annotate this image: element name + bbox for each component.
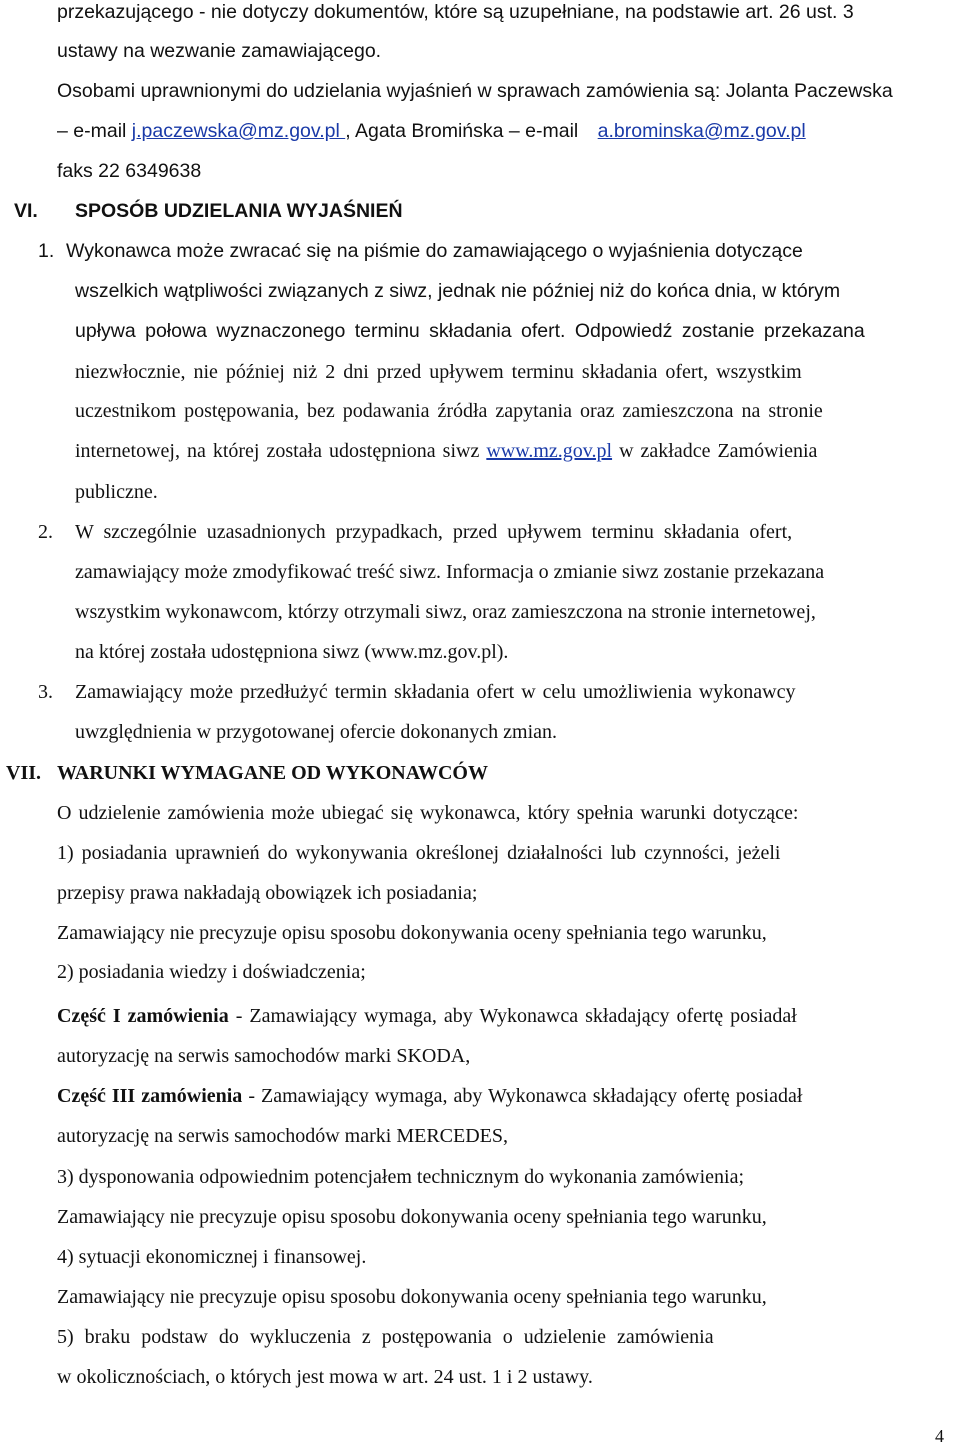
part-label: Część III zamówienia bbox=[57, 1085, 243, 1107]
text-line: 3) dysponowania odpowiednim potencjałem technicznym do wykonania zamówienia; bbox=[57, 1166, 745, 1188]
contact-middle: , Agata Bromińska – e-mail bbox=[345, 120, 579, 142]
text-line bbox=[57, 1084, 802, 1108]
text-line: autoryzację na serwis samochodów marki MERCEDES, bbox=[57, 1125, 509, 1147]
text-fragment: - Zamawiający wymaga, aby Wykonawca składający ofertę posiadał bbox=[248, 1085, 803, 1107]
text-line: autoryzację na serwis samochodów marki SKODA, bbox=[57, 1045, 471, 1067]
item-number: 3. bbox=[38, 681, 53, 703]
text-line: wszelkich wątpliwości związanych z siwz, jednak nie później niż do końca dnia, w którym bbox=[75, 280, 841, 302]
website-link[interactable]: www.mz.gov.pl bbox=[486, 440, 613, 462]
text-line: 1) posiadania uprawnień do wykonywania określonej działalności lub czynności, jeżeli bbox=[57, 842, 781, 864]
text-line: wszystkim wykonawcom, którzy otrzymali siwz, oraz zamieszczona na stronie internetowej, bbox=[75, 601, 816, 623]
email-link-paczewska[interactable]: j.paczewska@mz.gov.pl bbox=[131, 120, 346, 142]
text-line: uwzględnienia w przygotowanej ofercie dokonanych zmian. bbox=[75, 721, 558, 743]
text-line: Osobami uprawnionymi do udzielania wyjaśnień w sprawach zamówienia są: Jolanta Paczewska bbox=[57, 80, 893, 102]
text-fragment: internetowej, na której została udostępniona siwz bbox=[75, 440, 480, 462]
text-line: Wykonawca może zwracać się na piśmie do zamawiającego o wyjaśnienia dotyczące bbox=[66, 240, 803, 262]
text-line: na której została udostępniona siwz (www.mz.gov.pl). bbox=[75, 641, 509, 663]
text-line: ustawy na wezwanie zamawiającego. bbox=[57, 40, 382, 62]
text-line bbox=[75, 439, 817, 463]
text-line: O udzielenie zamówienia może ubiegać się wykonawca, który spełnia warunki dotyczące: bbox=[57, 802, 799, 824]
email-link-brominska[interactable]: a.brominska@mz.gov.pl bbox=[597, 120, 806, 142]
text-line: Zamawiający nie precyzuje opisu sposobu dokonywania oceny spełniania tego warunku, bbox=[57, 922, 767, 944]
text-line: Zamawiający może przedłużyć termin składania ofert w celu umożliwienia wykonawcy bbox=[75, 681, 796, 703]
text-line: Zamawiający nie precyzuje opisu sposobu dokonywania oceny spełniania tego warunku, bbox=[57, 1286, 767, 1308]
text-line bbox=[57, 1004, 797, 1028]
section-title: WARUNKI WYMAGANE OD WYKONAWCÓW bbox=[57, 762, 488, 784]
page-number: 4 bbox=[935, 1426, 944, 1446]
text-line: 2) posiadania wiedzy i doświadczenia; bbox=[57, 961, 366, 983]
text-line: niezwłocznie, nie później niż 2 dni przed upływem terminu składania ofert, wszystkim bbox=[75, 361, 802, 383]
contact-line bbox=[57, 119, 806, 143]
text-line: uczestnikom postępowania, bez podawania źródła zapytania oraz zamieszczona na stronie bbox=[75, 400, 823, 422]
text-line: W szczególnie uzasadnionych przypadkach, przed upływem terminu składania ofert, bbox=[75, 521, 793, 543]
section-title: SPOSÓB UDZIELANIA WYJAŚNIEŃ bbox=[75, 200, 403, 222]
item-number: 1. bbox=[38, 240, 55, 262]
item-number: 2. bbox=[38, 521, 53, 543]
text-line: zamawiający może zmodyfikować treść siwz. Informacja o zmianie siwz zostanie przekazana bbox=[75, 561, 825, 583]
section-number: VII. bbox=[6, 762, 42, 784]
contact-prefix: – e-mail bbox=[57, 120, 127, 142]
text-line: Zamawiający nie precyzuje opisu sposobu dokonywania oceny spełniania tego warunku, bbox=[57, 1206, 767, 1228]
section-number: VI. bbox=[14, 200, 38, 222]
text-fragment: - Zamawiający wymaga, aby Wykonawca składający ofertę posiadał bbox=[235, 1005, 797, 1027]
fax-line: faks 22 6349638 bbox=[57, 160, 202, 182]
part-label: Część I zamówienia bbox=[57, 1005, 229, 1027]
text-line: 4) sytuacji ekonomicznej i finansowej. bbox=[57, 1246, 367, 1268]
text-fragment: w zakładce Zamówienia bbox=[619, 440, 818, 462]
text-line: przepisy prawa nakładają obowiązek ich posiadania; bbox=[57, 882, 478, 904]
text-line: upływa połowa wyznaczonego terminu składania ofert. Odpowiedź zostanie przekazana bbox=[75, 320, 865, 342]
text-line: publiczne. bbox=[75, 481, 158, 503]
text-line: w okolicznościach, o których jest mowa w art. 24 ust. 1 i 2 ustawy. bbox=[57, 1366, 593, 1388]
text-line: przekazującego - nie dotyczy dokumentów, które są uzupełniane, na podstawie art. 26 ust. 3 bbox=[57, 1, 854, 23]
text-line: 5) braku podstaw do wykluczenia z postępowania o udzielenie zamówienia bbox=[57, 1326, 714, 1348]
